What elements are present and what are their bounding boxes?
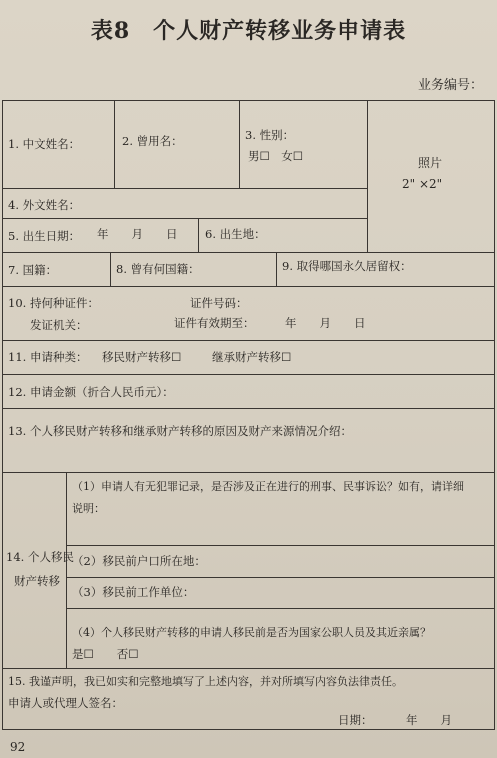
row-divider xyxy=(2,252,495,253)
former-employer-question: （3）移民前工作单位： xyxy=(72,585,195,599)
row-divider xyxy=(66,608,495,609)
divider xyxy=(114,100,115,188)
apply-type-label: 11. 申请种类： xyxy=(8,350,88,364)
id-number-label: 证件号码： xyxy=(190,296,248,310)
gender-label: 3. 性别： xyxy=(245,128,295,142)
section14-label-line1: 14. 个人移民 xyxy=(6,550,74,564)
civil-servant-checkboxes[interactable]: 是☐ 否☐ xyxy=(72,647,139,661)
row-divider xyxy=(2,218,367,219)
immigration-transfer-checkbox[interactable]: 移民财产转移☐ xyxy=(102,350,182,364)
border-top xyxy=(2,100,495,101)
nationality-label: 7. 国籍： xyxy=(8,263,58,277)
former-nationality-label: 8. 曾有何国籍： xyxy=(116,262,200,276)
photo-size: 2" ×2" xyxy=(402,177,443,191)
divider xyxy=(66,472,67,668)
row-divider xyxy=(66,577,495,578)
household-registration-question: （2）移民前户口所在地： xyxy=(72,554,206,568)
form-title: 表8 个人财产转移业务申请表 xyxy=(90,18,407,44)
row-divider xyxy=(2,340,495,341)
signer-label: 申请人或代理人签名： xyxy=(8,696,123,710)
declaration-text: 15. 我谨声明，我已如实和完整地填写了上述内容，并对所填写内容负法律责任。 xyxy=(8,675,403,688)
issuing-authority-label: 发证机关： xyxy=(30,318,88,332)
civil-servant-question: （4）个人移民财产转移的申请人移民前是否为国家公职人员及其近亲属？ xyxy=(72,626,431,639)
inheritance-transfer-checkbox[interactable]: 继承财产转移☐ xyxy=(212,350,292,364)
row-divider xyxy=(66,545,495,546)
row-divider xyxy=(2,374,495,375)
date-units: 年 月 xyxy=(406,713,452,727)
validity-units: 年 月 日 xyxy=(285,316,366,330)
border-right xyxy=(494,100,495,730)
divider xyxy=(110,252,111,286)
validity-label: 证件有效期至： xyxy=(174,316,255,330)
divider xyxy=(276,252,277,286)
criminal-record-question: （1）申请人有无犯罪记录，是否涉及正在进行的刑事、民事诉讼？如有，请详细 xyxy=(72,480,464,493)
reason-label: 13. 个人移民财产转移和继承财产转移的原因及财产来源情况介绍： xyxy=(8,424,352,438)
section14-label-line2: 财产转移 xyxy=(14,574,60,588)
criminal-record-question-cont: 说明： xyxy=(72,502,105,515)
birth-date-label: 5. 出生日期： xyxy=(8,229,81,243)
border-left xyxy=(2,100,3,730)
foreign-name-label: 4. 外文姓名： xyxy=(8,198,81,212)
row-divider xyxy=(2,286,495,287)
date-label: 日期： xyxy=(338,713,373,727)
amount-label: 12. 申请金额（折合人民币元）： xyxy=(8,385,174,399)
row-divider xyxy=(2,188,367,189)
former-name-label: 2. 曾用名： xyxy=(122,134,183,148)
photo-divider xyxy=(367,100,368,252)
birth-place-label: 6. 出生地： xyxy=(205,227,266,241)
pr-country-label: 9. 取得哪国永久居留权： xyxy=(282,259,412,273)
divider xyxy=(198,218,199,252)
divider xyxy=(239,100,240,188)
row-divider xyxy=(2,668,495,669)
chinese-name-label: 1. 中文姓名： xyxy=(8,137,81,151)
gender-checkboxes[interactable]: 男☐ 女☐ xyxy=(248,149,304,163)
page-number: 92 xyxy=(10,740,26,754)
business-number-label: 业务编号： xyxy=(417,78,483,93)
border-bottom xyxy=(2,729,495,730)
photo-label: 照片 xyxy=(418,156,443,170)
id-type-label: 10. 持何种证件： xyxy=(8,296,99,310)
application-form xyxy=(2,100,495,730)
row-divider xyxy=(2,472,495,473)
row-divider xyxy=(2,408,495,409)
birth-date-units: 年 月 日 xyxy=(97,227,178,241)
